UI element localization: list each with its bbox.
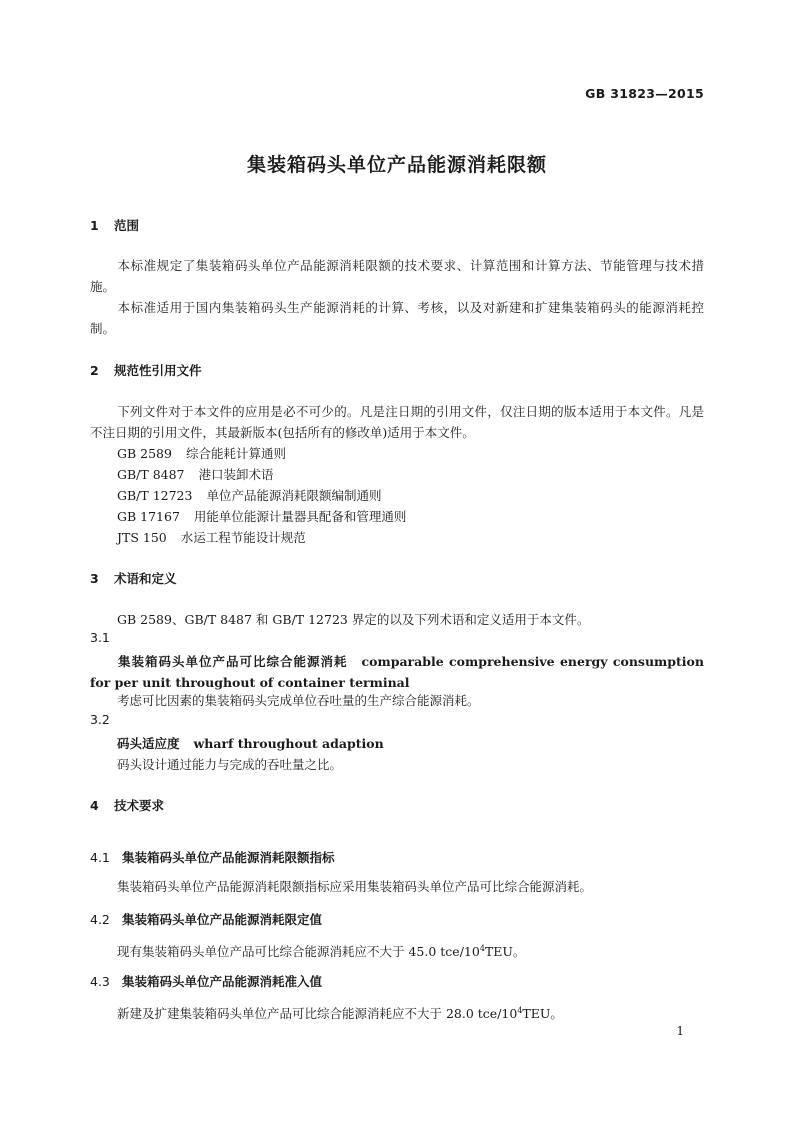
reference-name: 综合能耗计算通则 [185,446,286,461]
term-number: 3.1 [90,630,110,645]
reference-item [117,464,274,485]
reference-code: GB 2589 [117,446,172,461]
section-number: 2 [90,363,99,378]
subsection-number: 4.3 [90,974,110,989]
section-2-heading [90,361,202,379]
subsection-4-1-heading [90,848,335,866]
reference-name: 单位产品能源消耗限额编制通则 [206,488,382,503]
subsection-4-1-text: 集装箱码头单位产品能源消耗限额指标应采用集装箱码头单位产品可比综合能源消耗。 [117,879,593,894]
paragraph-text: 本标准规定了集装箱码头单位产品能源消耗限额的技术要求、计算范围和计算方法、节能管理与技术措施。 [90,258,704,294]
section-3-heading [90,569,177,587]
term-number: 3.2 [90,712,110,727]
subsection-4-3-text [117,1000,563,1024]
section-1-paragraph-1 [90,255,704,297]
reference-item [117,506,406,527]
document-title: 集装箱码头单位产品能源消耗限额 [246,154,547,176]
section-title: 范围 [114,218,140,233]
section-2-paragraph-1 [90,401,704,443]
text-part: 新建及扩建集装箱码头单位产品可比综合能源消耗应不大于 28.0 tce/10 [117,1006,518,1021]
superscript: 4 [479,944,485,953]
page-number: 1 [676,1024,684,1038]
subsection-title: 集装箱码头单位产品能源消耗限额指标 [122,850,335,865]
section-title: 术语和定义 [114,571,177,586]
section-title: 技术要求 [114,798,165,813]
term-definition: 考虑可比因素的集装箱码头完成单位吞吐量的生产综合能源消耗。 [117,693,480,708]
section-3-paragraph-1 [90,609,704,630]
reference-item [117,443,286,464]
section-number: 3 [90,571,99,586]
term-chinese: 码头适应度 [117,736,180,751]
section-1-heading [90,216,139,234]
term-heading [90,733,704,754]
term-heading [90,651,704,693]
text-part: 现有集装箱码头单位产品可比综合能源消耗应不大于 45.0 tce/10 [117,944,480,959]
section-title: 规范性引用文件 [114,363,202,378]
text-part: TEU。 [522,1006,563,1021]
reference-code: GB 17167 [117,509,180,524]
reference-item [117,527,306,548]
subsection-4-2-heading [90,910,322,928]
section-number: 4 [90,798,99,813]
reference-code: GB/T 8487 [117,467,185,482]
term-chinese: 集装箱码头单位产品可比综合能源消耗 [117,654,348,669]
reference-item [117,485,381,506]
paragraph-text: 本标准适用于国内集装箱码头生产能源消耗的计算、考核，以及对新建和扩建集装箱码头的能源消耗控制。 [90,300,704,336]
section-number: 1 [90,218,99,233]
text-part: TEU。 [484,944,526,959]
subsection-number: 4.2 [90,912,110,927]
superscript: 4 [517,1006,523,1015]
paragraph-text: 下列文件对于本文件的应用是必不可少的。凡是注日期的引用文件，仅注日期的版本适用于本文件。凡是不注日期的引用文件，其最新版本(包括所有的修改单)适用于本文件。 [90,404,704,440]
subsection-4-3-heading [90,972,322,990]
section-1-paragraph-2 [90,297,704,339]
term-definition: 码头设计通过能力与完成的吞吐量之比。 [117,757,343,772]
term-english: comparable comprehensive energy consumption for per unit throughout of container terminal [90,654,704,690]
subsection-title: 集装箱码头单位产品能源消耗限定值 [122,912,323,927]
section-4-heading [90,796,164,814]
subsection-number: 4.1 [90,850,110,865]
reference-code: GB/T 12723 [117,488,193,503]
subsection-4-2-text [117,938,525,962]
subsection-title: 集装箱码头单位产品能源消耗准入值 [122,974,323,989]
standard-code: GB 31823—2015 [585,86,704,101]
reference-code: JTS 150 [117,530,167,545]
reference-name: 用能单位能源计量器具配备和管理通则 [193,509,407,524]
term-english: wharf throughout adaption [193,736,384,751]
paragraph-text: GB 2589、GB/T 8487 和 GB/T 12723 界定的以及下列术语和定义适用于本文件。 [117,612,590,627]
reference-name: 水运工程节能设计规范 [180,530,306,545]
reference-name: 港口装卸术语 [198,467,274,482]
